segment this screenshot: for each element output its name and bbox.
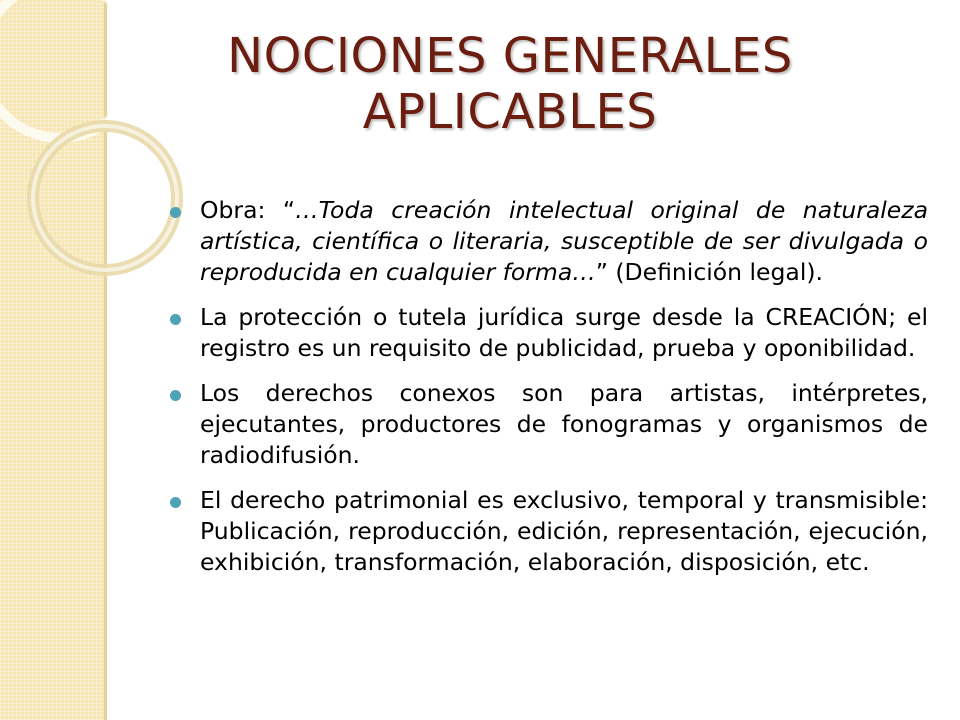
bullet-item-derechos-conexos xyxy=(168,378,928,471)
title-line-2: APLICABLES xyxy=(362,84,658,140)
bullet-text: La protección o tutela jurídica surge desde la CREACIÓN; el registro es un requisito de publicidad, prueba y oponibilidad. xyxy=(200,303,928,362)
bullet-quote: …Toda creación intelectual original de naturaleza artística, científica o literaria, susceptible de ser divulgada o reproducida en cualquier forma… xyxy=(200,196,928,286)
bullet-prefix: Obra: “ xyxy=(200,196,296,224)
bullet-text: Los derechos conexos son para artistas, intérpretes, ejecutantes, productores de fonogramas y organismos de radiodifusión. xyxy=(200,379,928,469)
bullet-item-obra xyxy=(168,195,928,288)
bullet-item-proteccion xyxy=(168,302,928,364)
title-line-1: NOCIONES GENERALES xyxy=(227,28,793,84)
bullet-dot-icon xyxy=(170,497,181,508)
page-title xyxy=(150,28,870,140)
bullet-text: El derecho patrimonial es exclusivo, temporal y transmisible: Publicación, reproducción, edición, representación, ejecución, exhibición, transformación, elaboración, disposición, etc. xyxy=(200,486,928,576)
bullet-dot-icon xyxy=(170,314,181,325)
decorative-circle-bottom-inner xyxy=(33,126,177,270)
bullet-item-derecho-patrimonial xyxy=(168,485,928,578)
decorative-circle-top xyxy=(0,0,138,138)
bullet-dot-icon xyxy=(170,390,181,401)
bullet-list xyxy=(168,195,928,592)
bullet-dot-icon xyxy=(170,207,181,218)
bullet-suffix: ” (Definición legal). xyxy=(595,258,823,286)
